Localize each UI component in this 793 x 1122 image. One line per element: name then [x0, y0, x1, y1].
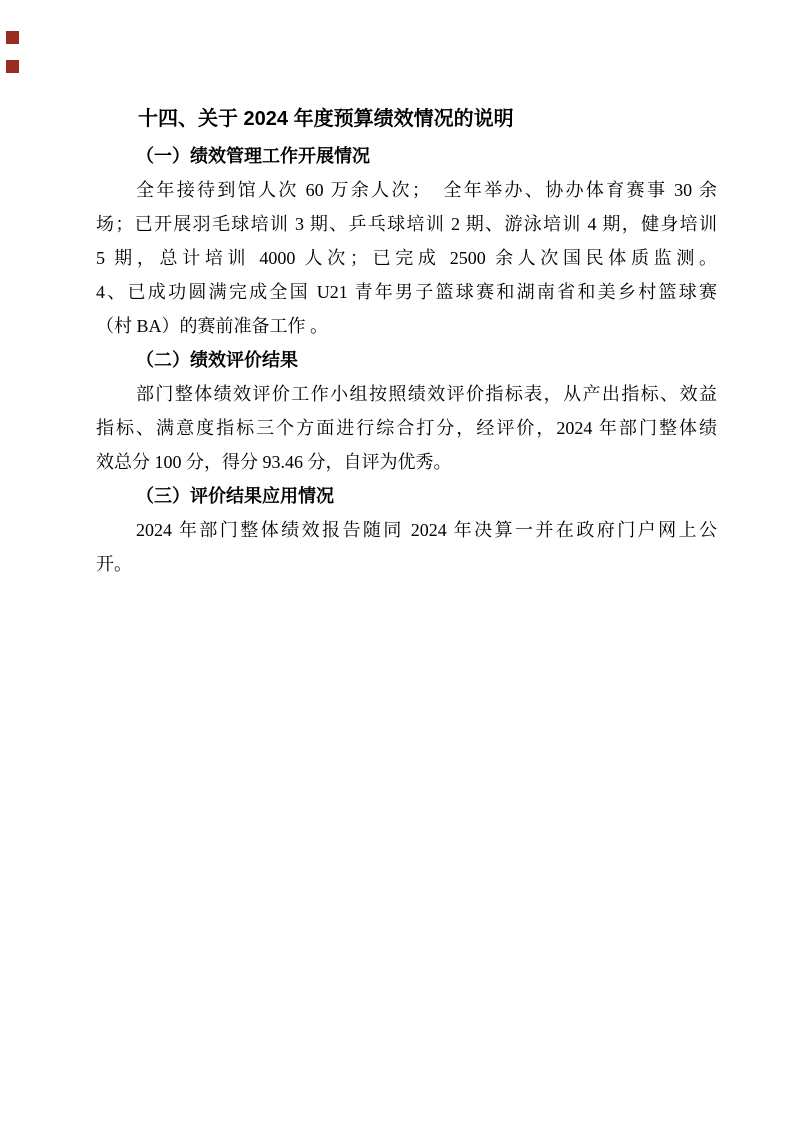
section-1-paragraph-line-5: （村 BA）的赛前准备工作 。: [96, 316, 329, 336]
section-3-heading: （三）评价结果应用情况: [136, 486, 334, 506]
section-2-heading: （二）绩效评价结果: [136, 350, 298, 370]
red-square-mark-top: [6, 31, 19, 44]
document-title: 十四、关于 2024 年度预算绩效情况的说明: [138, 108, 514, 130]
section-2-paragraph-line-3: 效总分 100 分，得分 93.46 分，自评为优秀。: [96, 452, 452, 472]
section-2-paragraph-line-2: 指标、满意度指标三个方面进行综合打分，经评价，2024 年部门整体绩: [96, 418, 717, 438]
section-1-paragraph-line-3: 5 期，总计培训 4000 人次；已完成 2500 余人次国民体质监测。: [96, 248, 717, 268]
section-1-paragraph-line-1: 全年接待到馆人次 60 万余人次； 全年举办、协办体育赛事 30 余: [136, 180, 717, 200]
section-1-heading: （一）绩效管理工作开展情况: [136, 146, 370, 166]
section-3-paragraph-line-2: 开。: [96, 554, 132, 574]
section-3-paragraph-line-1: 2024 年部门整体绩效报告随同 2024 年决算一并在政府门户网上公: [136, 520, 717, 540]
red-square-mark-bottom: [6, 60, 19, 73]
section-2-paragraph-line-1: 部门整体绩效评价工作小组按照绩效评价指标表，从产出指标、效益: [136, 384, 717, 404]
section-1-paragraph-line-2: 场；已开展羽毛球培训 3 期、乒乓球培训 2 期、游泳培训 4 期，健身培训: [96, 214, 717, 234]
section-1-paragraph-line-4: 4、已成功圆满完成全国 U21 青年男子篮球赛和湖南省和美乡村篮球赛: [96, 282, 717, 302]
document-content: [96, 99, 717, 581]
